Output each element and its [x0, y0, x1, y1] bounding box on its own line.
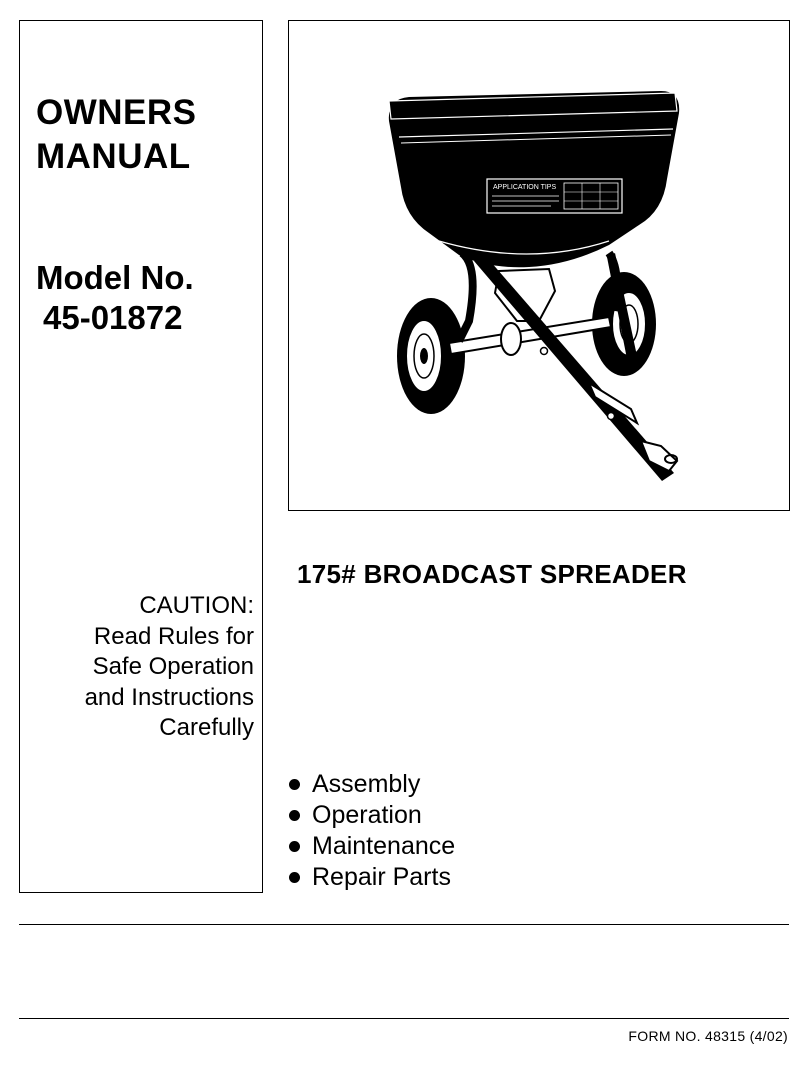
caution-line-3: Safe Operation — [92, 653, 254, 680]
contents-item — [289, 769, 455, 800]
caution-line-4: and Instructions — [84, 683, 254, 711]
product-title: 175# BROADCAST SPREADER — [297, 559, 687, 589]
spreader-illustration — [289, 21, 791, 512]
bullet-icon — [289, 872, 300, 883]
contents-item — [289, 800, 455, 831]
contents-list — [289, 769, 455, 893]
contents-item-label: Repair Parts — [312, 863, 451, 891]
model-label: Model No. — [36, 259, 194, 296]
model-block — [36, 258, 194, 338]
product-illustration-frame — [288, 20, 790, 511]
caution-line-2: Read Rules for — [93, 622, 254, 650]
spinner-plate — [501, 323, 521, 355]
bullet-icon — [289, 810, 300, 821]
contents-item-label: Operation — [312, 801, 422, 829]
left-wheel — [397, 298, 465, 414]
model-number: 45-01872 — [43, 299, 183, 336]
contents-item — [289, 831, 455, 862]
decal-heading: APPLICATION TIPS — [493, 184, 557, 191]
bullet-icon — [289, 779, 300, 790]
application-tips-decal — [487, 179, 622, 213]
contents-item — [289, 862, 455, 893]
title-line-1: OWNERS — [36, 93, 197, 132]
contents-item-label: Maintenance — [312, 832, 456, 860]
divider-lower — [19, 1018, 789, 1019]
manual-title — [36, 91, 197, 179]
bullet-icon — [289, 841, 300, 852]
divider-upper — [19, 924, 789, 925]
contents-item-label: Assembly — [312, 770, 421, 798]
caution-line-1: CAUTION: — [139, 592, 254, 619]
form-number: FORM NO. 48315 (4/02) — [628, 1028, 788, 1044]
title-line-2: MANUAL — [36, 137, 191, 176]
left-frame-leg — [459, 253, 473, 341]
caution-line-5: Carefully — [159, 714, 254, 741]
caution-notice — [19, 591, 254, 744]
